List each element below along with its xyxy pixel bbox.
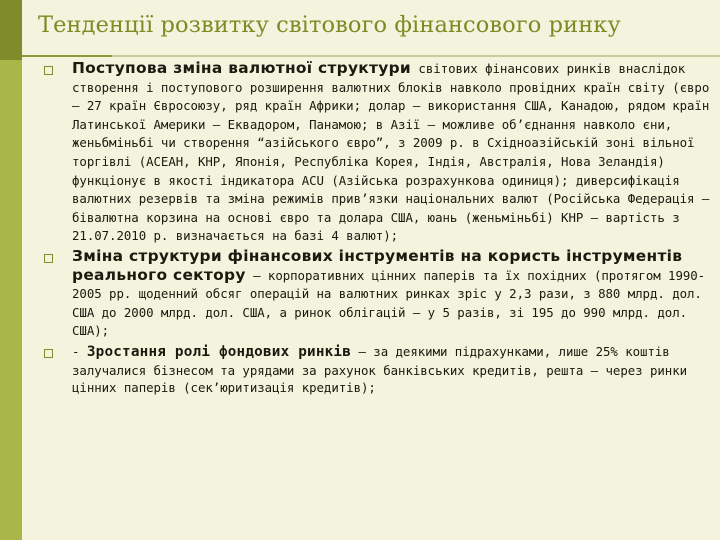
bullet-item-stock-markets xyxy=(36,343,716,397)
bullet-body: – за деякими підрахунками, лише 25% коштів залучалися бізнесом та урядами за рахунок банківських кредитів, решта – через ринки цінних паперів (сек’юритизація кредитів); xyxy=(72,343,688,396)
bullet-text xyxy=(72,248,716,341)
bullet-lead: Зміна структури фінансових інструментів на користь інструментів реального сектору xyxy=(72,246,683,284)
bullet-lead: Поступова зміна валютної структури xyxy=(72,59,412,77)
title-divider xyxy=(22,55,720,57)
bullet-text xyxy=(72,60,716,246)
sidebar-stripe xyxy=(0,0,22,540)
sidebar-accent xyxy=(0,0,22,60)
bullet-body: – корпоративних цінних паперів та їх похідних (протягом 1990-2005 рр. щоденний обсяг операцій на валютних ринках зріс у 2,3 рази, з 880 млрд. дол. США до 2000 млрд. дол. США, а ринок облігацій – у 5 разів, зі 195 до 990 млрд. дол. США); xyxy=(72,267,706,339)
bullet-prefix: - xyxy=(72,343,87,359)
bullet-text xyxy=(72,343,716,397)
title-divider-accent xyxy=(22,55,112,57)
slide-title: Тенденції розвитку світового фінансового ринку xyxy=(38,12,621,38)
bullet-item-currency xyxy=(36,60,716,246)
bullet-item-instruments xyxy=(36,248,716,341)
square-bullet-icon xyxy=(44,254,53,263)
square-bullet-icon xyxy=(44,349,53,358)
bullet-lead: Зростання ролі фондових ринків xyxy=(86,343,352,360)
bullet-body: світових фінансових ринків внаслідок створення і поступового розширення валютних блоків навколо провідних країн світу (євро – 27 країн Євросоюзу, ряд країн Африки; долар – використання США, Канадою, рядом країн Латинської Америки – Еквадором, Панамою; в Азії – можливе об’єднання навколо єни, женьбміньбі чи створення “азійського євро”, з 2009 р. в Східноазійській зоні вільної торгівлі (АСЕАН, КНР, Японія, Республіка Корея, Індія, Австралія, Нова Зеландія) функціонує в якості індикатора ACU (Азійська розрахункова одиниця); диверсифікація валютних резервів та зміна режимів прив’язки національних валют (Російська Федерація – бівалютна корзина на основі євро та долара США, юань (женьміньбі) КНР – вартість з 21.07.2010 р. визначається на базі 4 валют); xyxy=(72,61,710,244)
bullet-list xyxy=(36,60,716,399)
square-bullet-icon xyxy=(44,66,53,75)
